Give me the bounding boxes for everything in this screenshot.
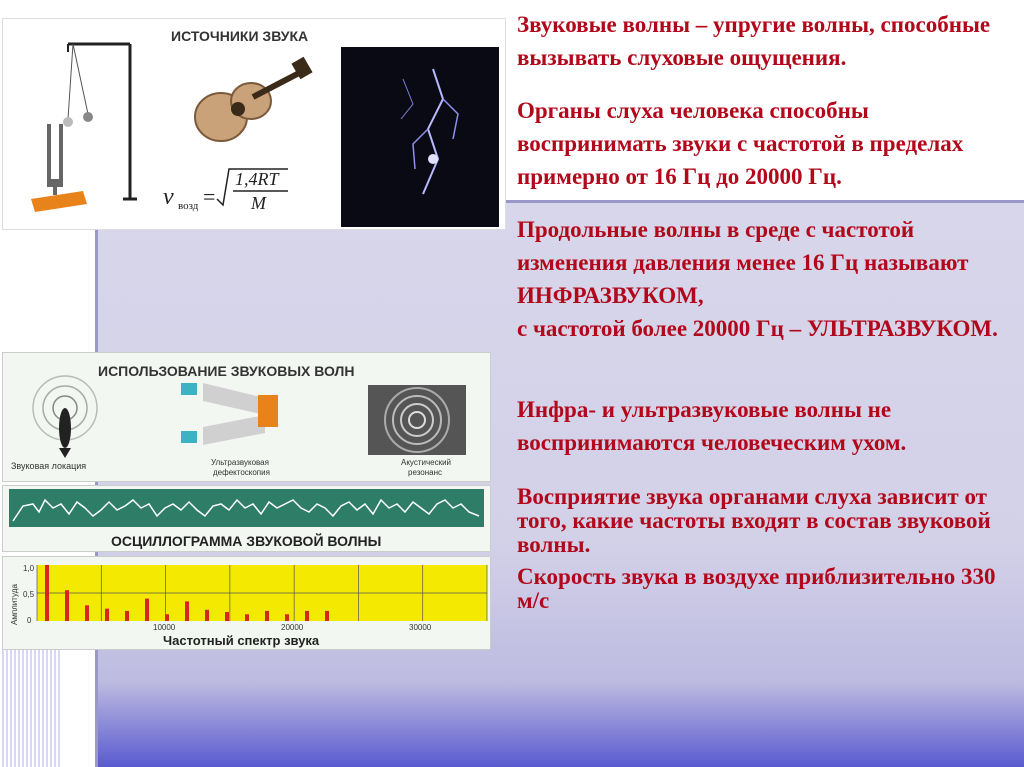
svg-text:=: =	[203, 184, 216, 209]
spectrum-bar	[265, 611, 269, 621]
xtick-2: 30000	[409, 623, 432, 632]
spectrum-bar	[145, 599, 149, 621]
spectrum-title: Частотный спектр звука	[163, 633, 320, 648]
svg-text:Ультразвуковая: Ультразвуковая	[211, 458, 269, 467]
spectrum-bar	[65, 590, 69, 621]
oscillogram-panel	[2, 485, 491, 552]
oscillogram-title: ОСЦИЛЛОГРАММА ЗВУКОВОЙ ВОЛНЫ	[111, 533, 382, 549]
spectrum-bar	[245, 614, 249, 621]
paragraph-not-perceived: Инфра- и ультразвуковые волны не воспринимаются человеческим ухом.	[517, 397, 907, 455]
paragraph-hearing-range: Органы слуха человека способны воспринимать звуки с частотой в пределах примерно от 16 Гц до 20000 Гц.	[517, 98, 964, 189]
svg-text:1,4RT: 1,4RT	[235, 169, 279, 189]
usage-panel	[2, 352, 491, 482]
spectrum-bar	[185, 601, 189, 621]
tuning-fork-icon	[31, 124, 87, 212]
flaw-detector-icon	[181, 383, 278, 445]
svg-text:Акустический: Акустический	[401, 458, 452, 467]
lightning-image	[341, 47, 499, 227]
sonar-icon	[33, 376, 97, 458]
sources-title: ИСТОЧНИКИ ЗВУКА	[171, 28, 309, 44]
sound-sources-illustration	[3, 19, 505, 229]
usage-title: ИСПОЛЬЗОВАНИЕ ЗВУКОВЫХ ВОЛН	[98, 363, 355, 379]
frame-vertical-line	[95, 200, 98, 767]
spectrum-bar	[85, 605, 89, 621]
svg-text:возд: возд	[178, 200, 199, 212]
resonance-icon	[368, 385, 466, 455]
spectrum-bar	[325, 611, 329, 621]
formula	[163, 169, 288, 213]
spectrum-chart	[3, 557, 490, 649]
spectrum-ylabel: Амплитуда	[10, 584, 19, 625]
ytick-0: 1,0	[23, 564, 35, 573]
caption-location: Звуковая локация	[11, 461, 87, 471]
svg-text:v: v	[163, 184, 174, 210]
svg-text:резонанс: резонанс	[408, 468, 443, 477]
spectrum-bar	[305, 611, 309, 621]
spectrum-panel	[2, 556, 491, 650]
sound-sources-panel	[2, 18, 506, 230]
paragraph-infrasound: Продольные волны в среде с частотой изменения давления менее 16 Гц называют ИНФРАЗВУКОМ,	[517, 217, 969, 308]
spectrum-bar	[45, 565, 49, 621]
xtick-0: 10000	[153, 623, 176, 632]
ytick-1: 0,5	[23, 590, 35, 599]
spectrum-bar	[165, 614, 169, 621]
pendulum-icon	[63, 44, 137, 199]
paragraph-definition: Звуковые волны – упругие волны, способные вызывать слуховые ощущения.	[517, 12, 991, 70]
paragraph-perception: Восприятие звука органами слуха зависит от того, какие частоты входят в состав звуковой волны.	[517, 484, 991, 557]
spectrum-bar	[105, 609, 109, 621]
paragraph-sound-speed: Скорость звука в воздухе приблизительно 330 м/с	[517, 564, 996, 613]
slide-text	[517, 8, 1017, 633]
svg-text:дефектоскопия: дефектоскопия	[213, 468, 270, 477]
svg-text:M: M	[251, 193, 266, 213]
spectrum-bar	[125, 611, 129, 621]
xtick-1: 20000	[281, 623, 304, 632]
guitar-icon	[195, 57, 313, 141]
spectrum-bar	[205, 610, 209, 621]
spectrum-bar	[285, 614, 289, 621]
spectrum-bar	[225, 612, 229, 621]
paragraph-ultrasound: с частотой более 20000 Гц – УЛЬТРАЗВУКОМ.	[517, 316, 998, 341]
ytick-2: 0	[27, 616, 32, 625]
decor-stripes	[0, 640, 60, 767]
